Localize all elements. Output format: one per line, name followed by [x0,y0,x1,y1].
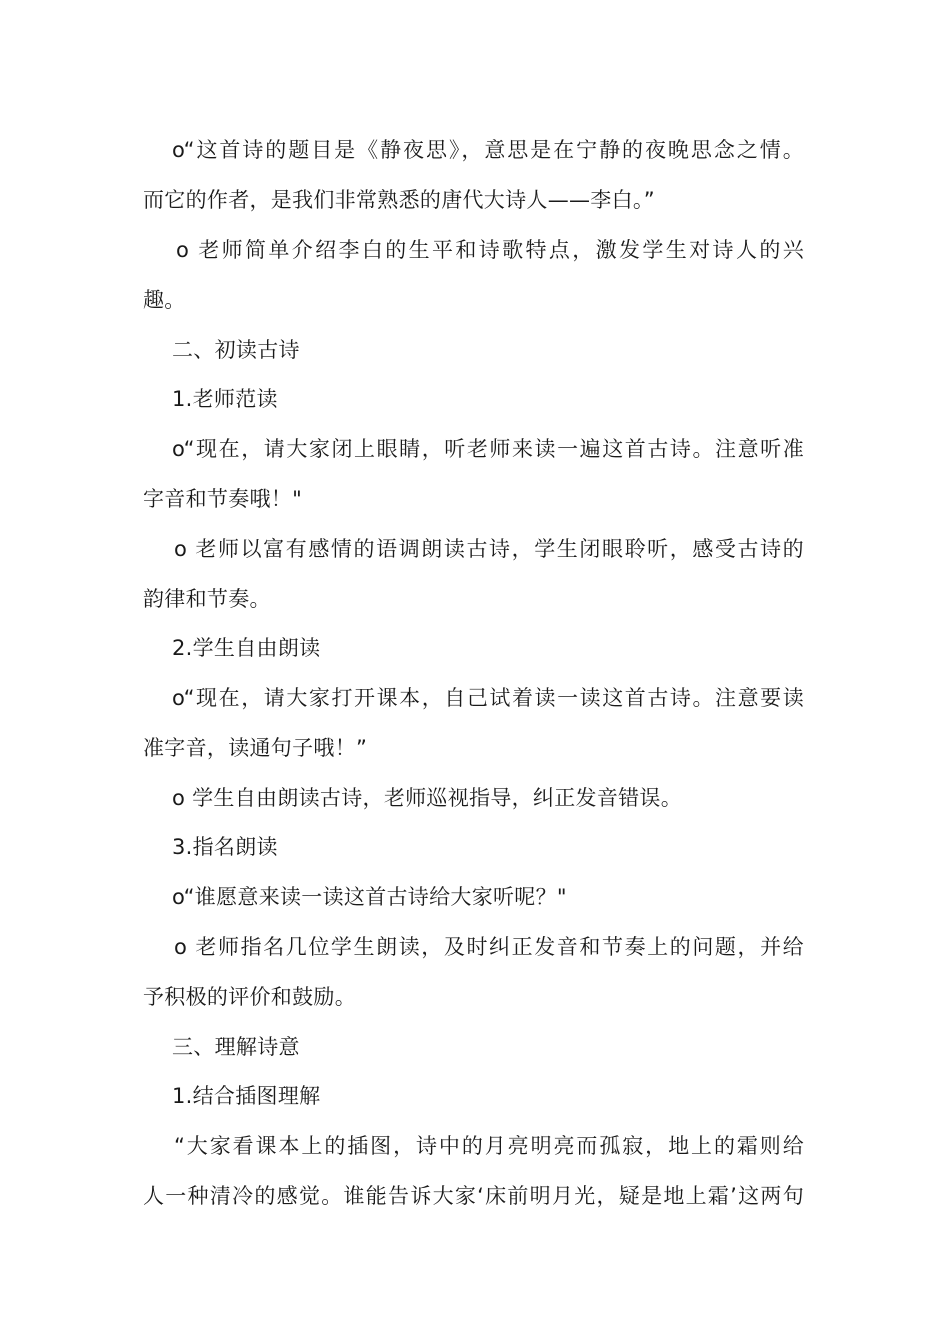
text-line-14: o 学生自由朗读古诗，老师巡视指导，纠正发音错误。 [172,786,683,810]
text-line-17: o 老师指名几位学生朗读，及时纠正发音和节奏上的问题，并给 [174,935,804,959]
text-line-3: o 老师简单介绍李白的生平和诗歌特点，激发学生对诗人的兴 [176,238,804,262]
subheading-3-1: 1.结合插图理解 [172,1084,321,1108]
text-line-21: “大家看课本上的插图，诗中的月亮明亮而孤寂，地上的霜则给 [174,1134,804,1158]
text-line-9: o 老师以富有感情的语调朗读古诗，学生闭眼聆听，感受古诗的 [174,537,804,561]
text-line-12: o“现在，请大家打开课本，自己试着读一读这首古诗。注意要读 [172,686,804,710]
text-line-7: o“现在，请大家闭上眼睛，听老师来读一遍这首古诗。注意听准 [172,437,804,461]
text-line-13: 准字音，读通句子哦！” [143,736,368,760]
text-line-10: 韵律和节奏。 [143,587,271,611]
subheading-2-1: 1.老师范读 [172,387,278,411]
text-line-8: 字音和节奏哦！" [143,487,303,511]
subheading-2-2: 2.学生自由朗读 [172,636,321,660]
text-line-16: o“谁愿意来读一读这首古诗给大家听呢？" [172,885,567,909]
subheading-2-3: 3.指名朗读 [172,835,278,859]
text-line-2: 而它的作者，是我们非常熟悉的唐代大诗人——李白。” [143,188,655,212]
section-heading-2: 二、初读古诗 [172,338,300,362]
text-line-4: 趣。 [143,288,186,312]
section-heading-3: 三、理解诗意 [172,1035,300,1059]
text-line-18: 予积极的评价和鼓励。 [143,985,356,1009]
text-line-1: o“这首诗的题目是《静夜思》，意思是在宁静的夜晚思念之情。 [172,138,804,162]
text-line-22: 人一种清冷的感觉。谁能告诉大家‘床前明月光，疑是地上霜’这两句 [143,1184,804,1208]
